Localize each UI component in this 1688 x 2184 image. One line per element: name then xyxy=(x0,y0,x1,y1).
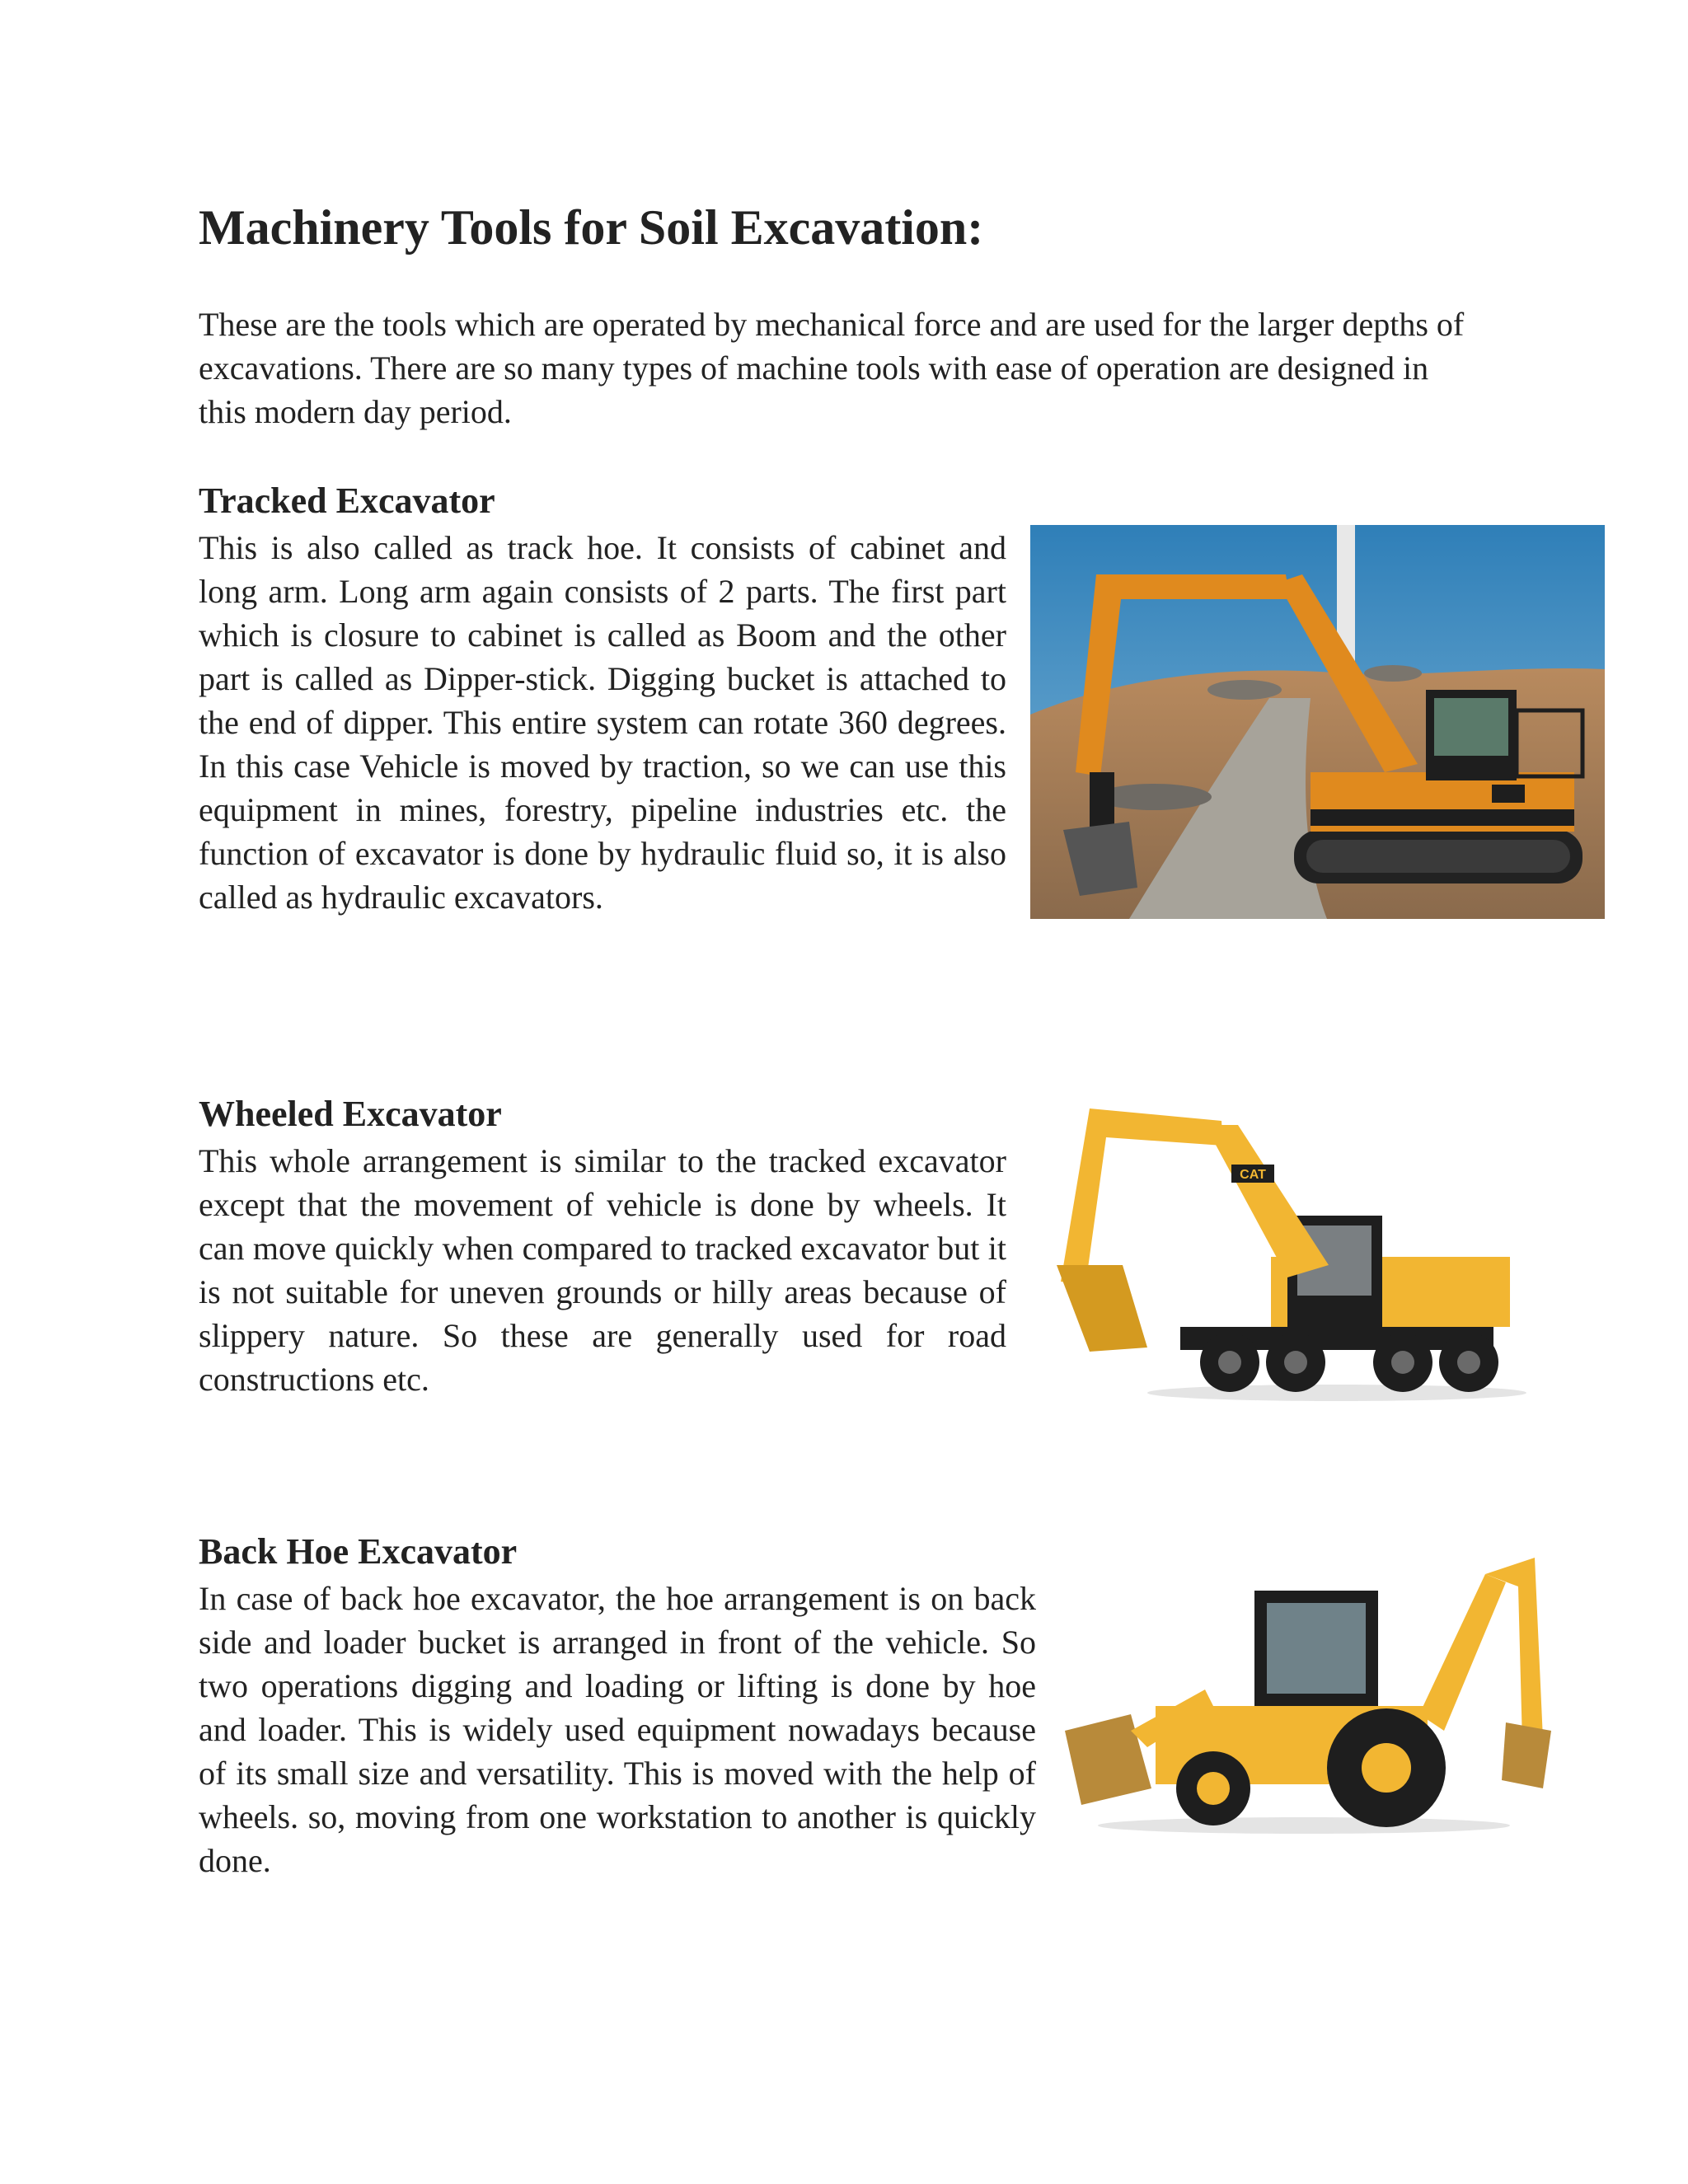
section-body-backhoe: In case of back hoe excavator, the hoe arrangement is on back side and loader bucket is arranged in front of the vehicle. So two operations digging and loading or lifting is done by hoe and loader. This is widely used equipment nowadays because of its small size and versatility. This is moved with the help of wheels. so, moving from one workstation to another is quickly done. xyxy=(199,1580,1036,1879)
wheeled-excavator-illustration xyxy=(1040,1100,1535,1405)
section-tracked-excavator xyxy=(199,476,1006,919)
page-title: Machinery Tools for Soil Excavation: xyxy=(199,200,984,255)
section-heading-tracked: Tracked Excavator xyxy=(199,480,495,521)
backhoe-loader-photo xyxy=(1057,1541,1555,1838)
wheeled-excavator-photo xyxy=(1040,1100,1535,1405)
tracked-excavator-photo xyxy=(1030,525,1605,919)
wheeled-brand-text: CAT xyxy=(1240,1168,1266,1182)
section-body-wheeled: This whole arrangement is similar to the tracked excavator except that the movement of vehicle is done by wheels. It can move quickly when compared to tracked excavator but it is not suitable for uneven grounds or hilly areas because of slippery nature. So these are generally used for road constructions etc. xyxy=(199,1142,1006,1398)
section-heading-wheeled: Wheeled Excavator xyxy=(199,1094,502,1134)
backhoe-loader-illustration xyxy=(1057,1541,1555,1838)
section-wheeled-excavator xyxy=(199,1090,1006,1401)
tracked-excavator-illustration xyxy=(1030,525,1605,919)
section-heading-backhoe: Back Hoe Excavator xyxy=(199,1531,518,1572)
intro-paragraph: These are the tools which are operated by mechanical force and are used for the larger depths of excavations. There are so many types of machine tools with ease of operation are designed in this modern day period. xyxy=(199,306,1465,430)
section-backhoe-excavator xyxy=(199,1527,1036,1882)
section-body-tracked: This is also called as track hoe. It consists of cabinet and long arm. Long arm again consists of 2 parts. The first part which is closure to cabinet is called as Boom and the other part is called as Dipper-stick. Digging bucket is attached to the end of dipper. This entire system can rotate 360 degrees. In this case Vehicle is moved by traction, so we can use this equipment in mines, forestry, pipeline industries etc. the function of excavator is done by hydraulic fluid so, it is also called as hydraulic excavators. xyxy=(199,529,1006,916)
